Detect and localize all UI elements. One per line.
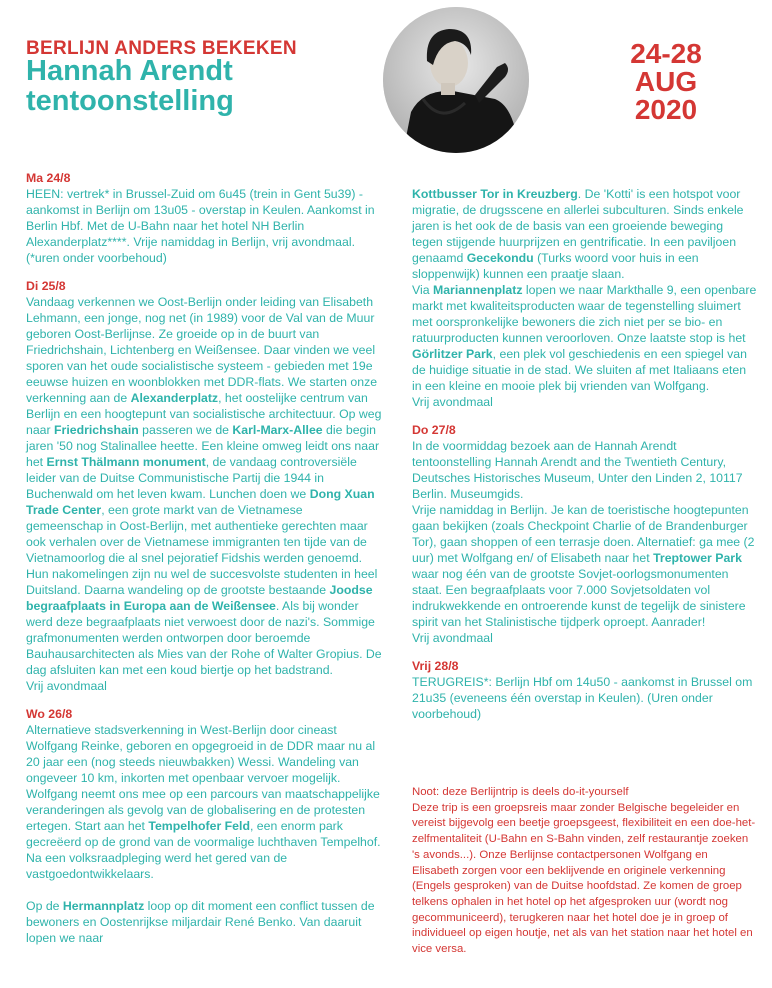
- text-run: Via: [412, 283, 433, 297]
- right-column: [412, 186, 757, 734]
- place-name: Karl-Marx-Allee: [232, 423, 323, 437]
- day-vrij: [412, 658, 757, 722]
- left-column: [26, 170, 382, 946]
- day-wo-continued: [412, 186, 757, 410]
- text-run: Alternatieve stadsverkenning in West-Berlijn door cineast Wolfgang Reinke, geboren en opgegroeid in de DDR maar nu al 20 jaar een (nog steeds nieuwbakken) Wessi. Wandeling van ongeveer 10 km, inkorten met openbaar vervoer mogelijk. Wolfgang neemt ons mee op een parcours van maatschappelijke veranderingen als gevolg van de globalisering en de protesten ertegen. Start aan het: [26, 723, 380, 833]
- text-run: , de vandaag controversiële leider van de Duitse Communistische Partij die 1944 in Buchenwald om het leven kwam. Lunchen doen we: [26, 455, 357, 501]
- day-wo: [26, 706, 382, 946]
- text-run: waar nog één van de grootste Sovjet-oorlogsmonumenten staat. Een begraafplaats voor 7.000 Sovjetsoldaten vol indrukwekkende en ontroerende kunst de tegelijk de sinistere spirit van het Stalinistische tijdperk oproept. Aanrader!: [412, 567, 746, 629]
- portrait-illustration: [383, 7, 529, 153]
- day-text: [412, 502, 757, 630]
- day-heading: Ma 24/8: [26, 171, 71, 185]
- day-text: [26, 722, 382, 882]
- spacer: [26, 882, 382, 898]
- text-run: Op de: [26, 899, 63, 913]
- text-run: . Als bij wonder werd deze begraafplaats niet verwoest door de nazi's. Sommige grafmonumenten werden ontworpen door beroemde Bauhausarchitecten als Mies van der Rohe of Walter Gropius. De dag afsluiten kan met een koud biertje op het badstrand.: [26, 599, 382, 677]
- dates-year: 2020: [634, 94, 698, 125]
- place-name: Kottbusser Tor in Kreuzberg: [412, 187, 578, 201]
- day-heading: Vrij 28/8: [412, 659, 459, 673]
- note-heading: Noot: deze Berlijntrip is deels do-it-yourself: [412, 786, 629, 798]
- page-title: [26, 56, 234, 116]
- text-run: die begin jaren '50 nog Stalinallee heette. Een kleine omweg leidt ons naar het: [26, 423, 380, 469]
- day-dinner: Vrij avondmaal: [412, 631, 493, 645]
- place-name: Dong Xuan Trade Center: [26, 487, 375, 517]
- place-name: Joodse begraafplaats in Europa aan de Weißensee: [26, 583, 373, 613]
- text-run: lopen we naar Markthalle 9, een openbare markt met kwaliteitsproducten waar de tegenstelling sluimert met oorspronkelijke bewoners die zich niet per se bio- en ratuurproducten kunnen veroorloven. Onze laatste stop is het: [412, 283, 757, 345]
- text-run: , een grote markt van de Vietnamese gemeenschap in Oost-Berlijn, met authentieke gerechten maar ook verhalen over de Vietnamese immigranten ten tijde van de Vietnamoorlog die al snel pejoratief Fidshis werden genoemd. Hun nakomelingen zijn nu wel de succesvolste studenten in heel Duitsland. Daarna wandeling op de grootste bestaande: [26, 503, 378, 597]
- title-line-2: tentoonstelling: [26, 85, 234, 117]
- day-ma: [26, 170, 382, 266]
- header-kicker: BERLIJN ANDERS BEKEKEN: [26, 38, 297, 59]
- note-box: [412, 785, 757, 958]
- event-dates: [606, 40, 726, 124]
- day-di: [26, 278, 382, 694]
- day-dinner: Vrij avondmaal: [26, 679, 107, 693]
- text-run: Vandaag verkennen we Oost-Berlijn onder leiding van Elisabeth Lehmann, een jonge, nog net (in 1989) voor de Val van de Muur geboren Oost-Berlijnse. Ze groeide op in de buurt van Friedrichshain, Lichtenberg en Weißensee. Daar vinden we veel sporen van het oude socialistische systeem - gebieden met 19e eeuwse huizen en woonblokken met DDR-flats. We starten onze verkenning aan de: [26, 295, 378, 405]
- text-run: (Turks woord voor huis in een sloppenwijk) kunnen een praatje slaan.: [412, 251, 699, 281]
- portrait-photo: [383, 7, 529, 153]
- place-name: Hermannplatz: [62, 899, 145, 913]
- text-run: loop op dit moment een conflict tussen de bewoners en Oostenrijkse miljardair René Benko. Van daaruit lopen we naar: [26, 899, 375, 945]
- day-heading: Wo 26/8: [26, 707, 73, 721]
- place-name: Gecekondu: [466, 251, 534, 265]
- place-name: Görlitzer Park: [412, 347, 493, 361]
- day-dinner: Vrij avondmaal: [412, 395, 493, 409]
- day-text: [412, 282, 757, 394]
- day-text-continued: [26, 898, 382, 946]
- text-run: Vrije namiddag in Berlijn. Je kan de toeristische hoogtepunten gaan bekijken (zoals Checkpoint Charlie of de Brandenburger Tor), gaan shoppen of een terrasje doen. Alternatief: ga mee (2 uur) met Wolfgang en/ of Elisabeth naar het: [412, 503, 755, 565]
- text-run: , een enorm park gecreëerd op de grond van de voormalige luchthaven Tempelhof. Na een volksraadpleging werd het gered van de vastgoedontwikkelaars.: [26, 819, 381, 881]
- place-name: Mariannenplatz: [432, 283, 523, 297]
- place-name: Friedrichshain: [54, 423, 139, 437]
- text-run: passeren we de: [138, 423, 233, 437]
- place-name: Tempelhofer Feld: [148, 819, 250, 833]
- day-text: [26, 294, 382, 678]
- day-heading: Do 27/8: [412, 423, 456, 437]
- note-text: Deze trip is een groepsreis maar zonder Belgische begeleider en vereist bijgevolg een beetje groepsgeest, flexibiliteit en een doe-het-zelfmentaliteit (U-Bahn en S-Bahn vinden, zelf restaurantje zoeken 's avonds...). Onze Berlijnse contactpersonen Wolfgang en Elisabeth zorgen voor een beklijvende en originele verkenning (Engels gesproken) van de Duitse hoofdstad. Ze komen de groep telkens ophalen in het hotel op het afgesproken uur (wordt nog gecommuniceerd), terugkeren naar het hotel doe je in groep of individueel op eigen houtje, net als van het station naar het hotel en vice versa.: [412, 801, 756, 956]
- day-do: [412, 422, 757, 646]
- text-run: . De 'Kotti' is een hotspot voor migratie, de drugsscene en allerlei subculturen. Sinds enkele jaren is het ook de de basis van een groeiende beweging tegen stijgende huurprijzen en gentrificatie. In een paviljoen genaamd: [412, 187, 744, 265]
- text-run: , een plek vol geschiedenis en een spiegel van de huidige situatie in de stad. We sluiten af met Italiaans eten in een kleine en mooie plek bij vrienden van Wolfgang.: [412, 347, 747, 393]
- day-text: [412, 186, 757, 282]
- day-text: HEEN: vertrek* in Brussel-Zuid om 6u45 (trein in Gent 5u39) - aankomst in Berlijn om 13u05 - overstap in Keulen. Aankomst in Berlin Hbf. Met de U-Bahn naar het hotel NH Berlin Alexanderplatz****. Vrije namiddag in Berlijn, vrij avondmaal. (*uren onder voorbehoud): [26, 187, 375, 265]
- place-name: Ernst Thälmann monument: [46, 455, 206, 469]
- place-name: Alexanderplatz: [130, 391, 219, 405]
- dates-month: AUG: [634, 66, 698, 97]
- day-text: In de voormiddag bezoek aan de Hannah Arendt tentoonstelling Hannah Arendt and the Twentieth Century, Deutsches Historisches Museum, Unter den Linden 2, 10117 Berlin. Museumgids.: [412, 439, 743, 501]
- place-name: Treptower Park: [653, 551, 742, 565]
- day-text: TERUGREIS*: Berlijn Hbf om 14u50 - aankomst in Brussel om 21u35 (eveneens één overstap in Keulen). (Uren onder voorbehoud): [412, 675, 753, 721]
- text-run: , het oostelijke centrum van Berlijn en een hoogtepunt van socialistische architectuur. Op weg naar: [26, 391, 382, 437]
- day-heading: Di 25/8: [26, 279, 66, 293]
- dates-days: 24-28: [630, 38, 702, 69]
- title-line-1: Hannah Arendt: [26, 55, 233, 87]
